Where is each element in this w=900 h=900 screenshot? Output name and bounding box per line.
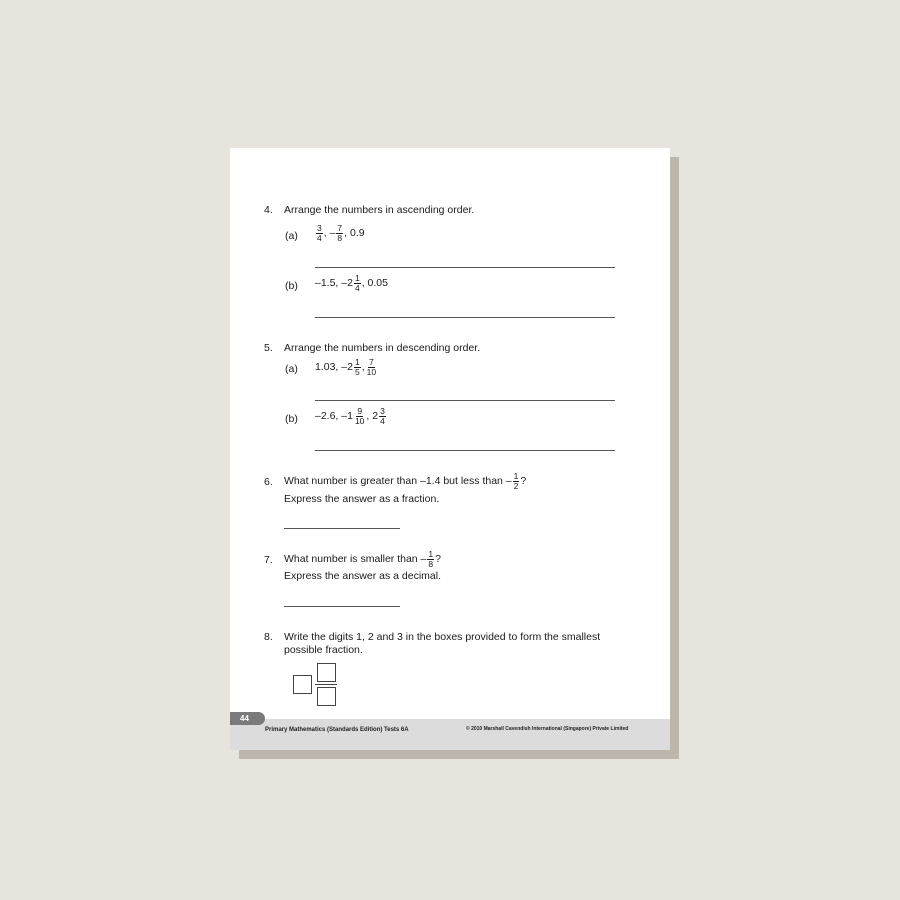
page-number-tab: 44 — [230, 712, 265, 725]
q5a-answer-line[interactable] — [315, 400, 615, 401]
q4a-fraction-1: $\frac{3}{4}$ — [317, 223, 322, 243]
q5a-fraction-2: $\frac{7}{10}$ — [366, 357, 377, 377]
q7-fraction: $\frac{1}{8}$ — [428, 549, 434, 569]
q7-instruction: Express the answer as a decimal. — [284, 570, 441, 582]
q5b-answer-line[interactable] — [315, 450, 615, 451]
q4a-label: (a) — [285, 230, 298, 242]
q4b-fraction: $\frac{1}{4}$ — [354, 273, 360, 293]
q4b-label: (b) — [285, 280, 298, 292]
denominator-box[interactable] — [317, 687, 336, 706]
fraction-bar — [315, 684, 337, 685]
q5-text: Arrange the numbers in descending order. — [284, 342, 481, 354]
q7-text: What number is smaller than – $\frac{1}{8}$ ? — [284, 549, 441, 569]
q7-answer-line[interactable] — [284, 606, 400, 607]
q4b-answer-line[interactable] — [315, 317, 615, 318]
q6-text: What number is greater than –1.4 but less than – $\frac{1}{2}$ ? — [284, 471, 527, 491]
worksheet-page — [230, 148, 670, 750]
q8-text-line-1: Write the digits 1, 2 and 3 in the boxes provided to form the smallest — [284, 631, 601, 643]
book-title: Primary Mathematics (Standards Edition) Tests 6A — [265, 727, 409, 733]
q4a-answer-line[interactable] — [315, 267, 615, 268]
q4-number: 4. — [264, 204, 273, 216]
q5b-fraction-2: $\frac{3}{4}$ — [380, 406, 385, 426]
q5a-expression: 1.03, –2 $\frac{1}{5}$ , $\frac{7}{10}$ — [315, 357, 377, 377]
copyright-notice: © 2010 Marshall Cavendish International (Singapore) Private Limited — [466, 726, 629, 732]
q5b-label: (b) — [285, 413, 298, 425]
q4b-expression: –1.5, –2 $\frac{1}{4}$ , 0.05 — [315, 273, 388, 293]
q5a-label: (a) — [285, 363, 298, 375]
whole-number-box[interactable] — [293, 675, 312, 694]
q6-instruction: Express the answer as a fraction. — [284, 493, 440, 505]
page-footer — [230, 719, 670, 750]
q7-number: 7. — [264, 554, 273, 566]
q4-text: Arrange the numbers in ascending order. — [284, 204, 475, 216]
q6-fraction: $\frac{1}{2}$ — [513, 471, 519, 491]
q4a-expression: $\frac{3}{4}$ , – $\frac{7}{8}$ , 0.9 — [317, 223, 365, 243]
q6-answer-line[interactable] — [284, 528, 400, 529]
q5b-fraction-1: $\frac{9}{10}$ — [354, 406, 365, 426]
q5a-fraction-1: $\frac{1}{5}$ — [354, 357, 360, 377]
numerator-box[interactable] — [317, 663, 336, 682]
q8-number: 8. — [264, 631, 273, 643]
q4a-fraction-2: $\frac{7}{8}$ — [337, 223, 343, 243]
q6-number: 6. — [264, 476, 273, 488]
q8-text-line-2: possible fraction. — [284, 644, 363, 656]
q5b-expression: –2.6, –1 $\frac{9}{10}$ , 2 $\frac{3}{4}$ — [315, 406, 385, 426]
q5-number: 5. — [264, 342, 273, 354]
